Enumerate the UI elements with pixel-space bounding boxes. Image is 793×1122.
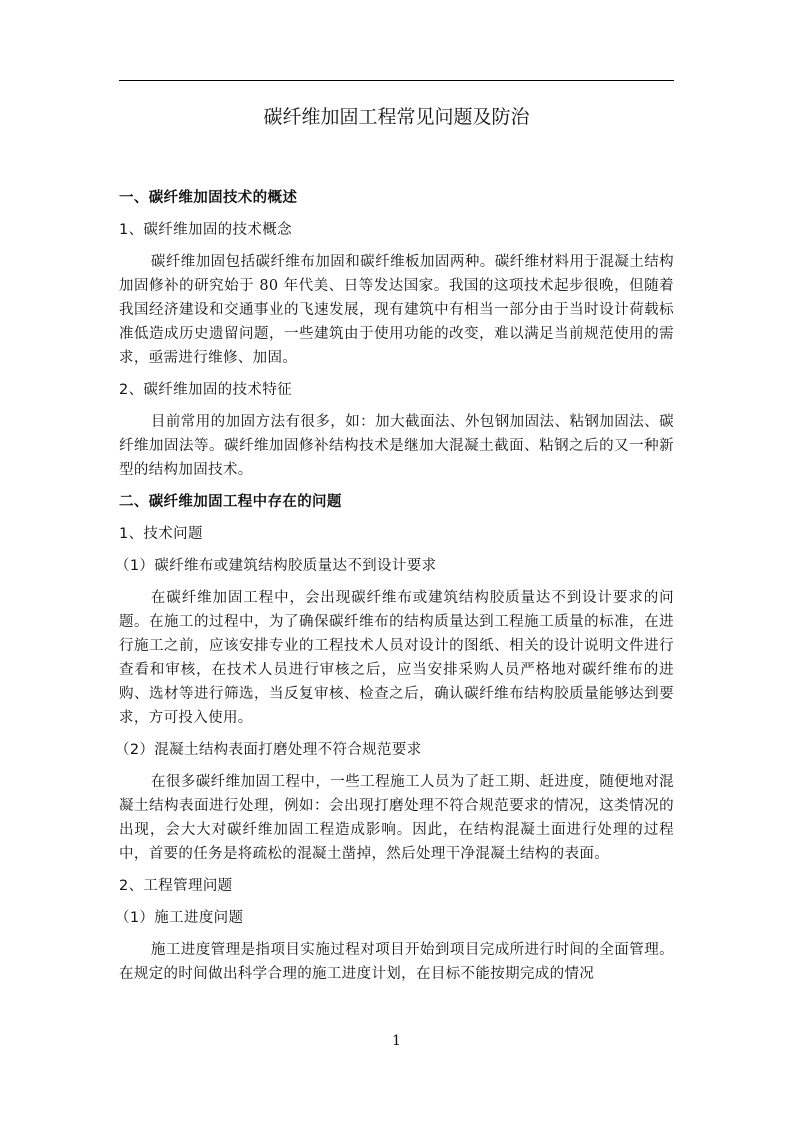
subsection-heading: 2、碳纤维加固的技术特征	[119, 382, 292, 398]
header-rule	[119, 80, 674, 81]
page-number: 1	[392, 1033, 401, 1049]
document-title: 碳纤维加固工程常见问题及防治	[263, 106, 530, 128]
section-heading: 一、碳纤维加固技术的概述	[119, 190, 298, 206]
paragraph: 在很多碳纤维加固工程中，一些工程施工人员为了赶工期、赶进度，随便地对混凝土结构表面进行处理，例如：会出现打磨处理不符合规范要求的情况，这类情况的出现，会大大对碳纤维加固工程造成影响。因此，在结构混凝土面进行处理的过程中，首要的任务是将疏松的混凝土凿掉，然后处理干净混凝土结构的表面。	[119, 774, 674, 862]
paragraph: 目前常用的加固方法有很多，如：加大截面法、外包钢加固法、粘钢加固法、碳纤维加固法等。碳纤维加固修补结构技术是继加大混凝土截面、粘钢之后的又一种新型的结构加固技术。	[119, 414, 674, 478]
item-heading: （1）施工进度问题	[115, 910, 244, 926]
item-heading: （2）混凝土结构表面打磨处理不符合规范要求	[115, 742, 422, 758]
section-heading: 二、碳纤维加固工程中存在的问题	[119, 494, 342, 510]
document-body	[115, 186, 674, 986]
subsection-heading: 2、工程管理问题	[119, 878, 233, 894]
paragraph: 施工进度管理是指项目实施过程对项目开始到项目完成所进行时间的全面管理。在规定的时间做出科学合理的施工进度计划，在目标不能按期完成的情况	[119, 942, 674, 982]
subsection-heading: 1、碳纤维加固的技术概念	[119, 222, 292, 238]
item-heading: （1）碳纤维布或建筑结构胶质量达不到设计要求	[115, 558, 437, 574]
paragraph: 在碳纤维加固工程中，会出现碳纤维布或建筑结构胶质量达不到设计要求的问题。在施工的过程中，为了确保碳纤维布的结构质量达到工程施工质量的标准，在进行施工之前，应该安排专业的工程技术人员对设计的图纸、相关的设计说明文件进行查看和审核，在技术人员进行审核之后，应当安排采购人员严格地对碳纤维布的进购、选材等进行筛选，当反复审核、检查之后，确认碳纤维布结构胶质量能够达到要求，方可投入使用。	[119, 590, 674, 726]
subsection-heading: 1、技术问题	[119, 526, 203, 542]
paragraph: 碳纤维加固包括碳纤维布加固和碳纤维板加固两种。碳纤维材料用于混凝土结构加固修补的研究始于 80 年代美、日等发达国家。我国的这项技术起步很晚，但随着我国经济建设和交通事业的飞速发展，现有建筑中有相当一部分由于当时设计荷载标准低造成历史遗留问题，一些建筑由于使用功能的改变，难以满足当前规范使用的需求，亟需进行维修、加固。	[119, 254, 674, 366]
